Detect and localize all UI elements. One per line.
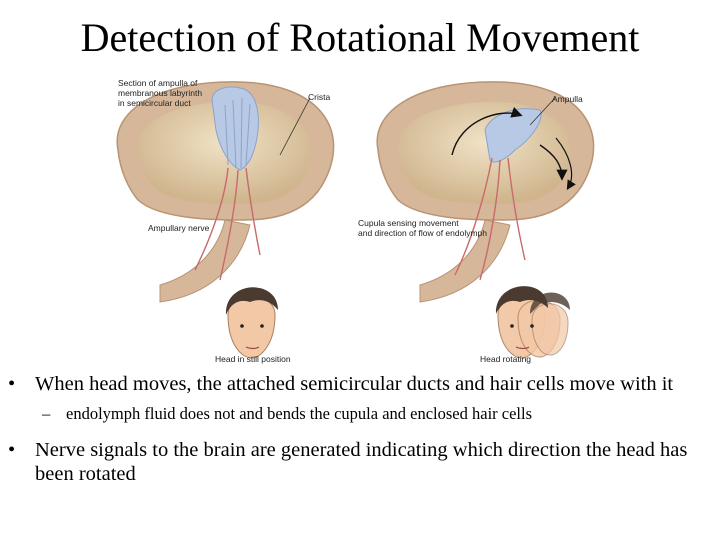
slide-title: Detection of Rotational Movement [80, 15, 640, 60]
ampulla-still [117, 82, 333, 302]
bullet-marker: • [8, 439, 16, 461]
sub-bullet-text: endolymph fluid does not and bends the cupula and enclosed hair cells [66, 404, 533, 423]
label-cupula-movement: Cupula sensing movement and direction of flow of endolymph [358, 218, 487, 238]
head-rotating [496, 286, 570, 358]
head-still [226, 287, 278, 358]
label-head-rotating: Head rotating [480, 354, 532, 364]
bullet-item [8, 372, 712, 396]
bullet-list [8, 372, 712, 486]
bullet-item [8, 438, 712, 486]
bullet-marker: • [8, 373, 16, 395]
label-crista: Crista [308, 92, 331, 102]
label-ampullary-nerve: Ampullary nerve [148, 223, 210, 233]
bullet-text: When head moves, the attached semicircular ducts and hair cells move with it [35, 373, 674, 395]
sub-bullet-item [8, 403, 712, 425]
ampulla-rotating [377, 82, 593, 302]
label-ampulla: Ampulla [552, 94, 583, 104]
bullet-text: Nerve signals to the brain are generated indicating which direction the head has been rotated [35, 439, 688, 485]
ampulla-figure [100, 70, 620, 365]
label-section-of-ampulla: Section of ampulla of membranous labyrinth in semicircular duct [118, 78, 203, 108]
sub-bullet-marker: – [42, 404, 51, 423]
label-head-still: Head in still position [215, 354, 291, 364]
